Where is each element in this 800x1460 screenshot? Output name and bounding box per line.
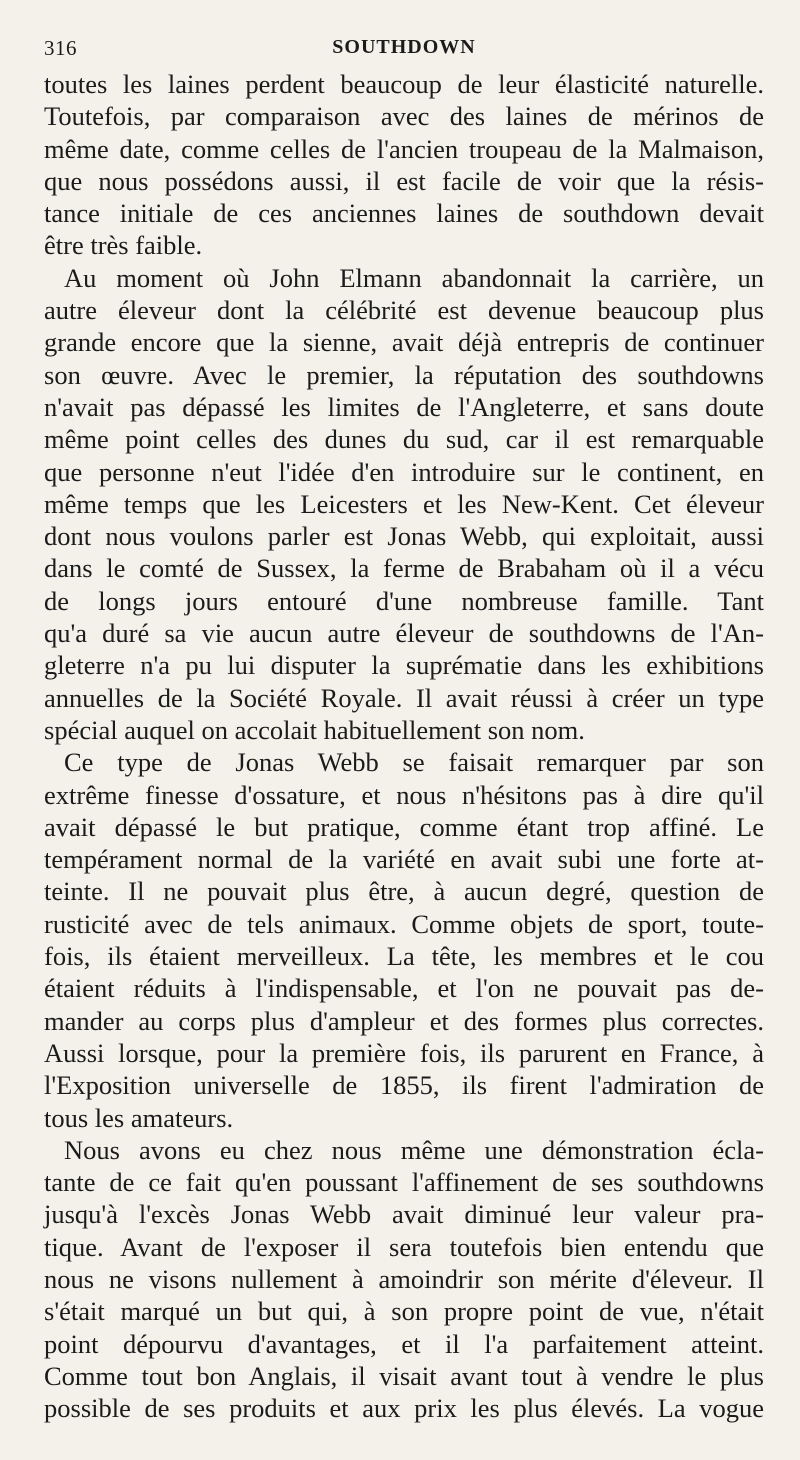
running-head [44, 28, 764, 62]
text-line: possible de ses produits et aux prix les plus élevés. La vogue [44, 1393, 764, 1424]
text-line: dont nous voulons parler est Jonas Webb, qui exploitait, aussi [44, 521, 764, 552]
paragraph-first-line: Nous avons eu chez nous même une démonstration écla- [64, 1134, 764, 1165]
text-line: jusqu'à l'excès Jonas Webb avait diminué leur valeur pra- [44, 1199, 764, 1230]
paragraph-first-line: Ce type de Jonas Webb se faisait remarquer par son [64, 747, 764, 778]
paragraph-first-line: Au moment où John Elmann abandonnait la carrière, un [64, 262, 764, 293]
text-line: être très faible. [44, 230, 203, 261]
body-text [44, 68, 764, 1424]
text-line: annuelles de la Société Royale. Il avait réussi à créer un type [44, 682, 764, 713]
text-line: tempérament normal de la variété en avait subi une forte at- [44, 844, 764, 875]
text-line: l'Exposition universelle de 1855, ils firent l'admiration de [44, 1070, 764, 1101]
text-line: rusticité avec de tels animaux. Comme objets de sport, toute- [44, 908, 764, 939]
text-line: Toutefois, par comparaison avec des laines de mérinos de [44, 101, 764, 132]
text-line: tique. Avant de l'exposer il sera toutefois bien entendu que [44, 1231, 764, 1262]
text-line: de longs jours entouré d'une nombreuse famille. Tant [44, 585, 764, 616]
text-line: point dépourvu d'avantages, et il l'a parfaitement atteint. [44, 1328, 764, 1359]
text-line: teinte. Il ne pouvait plus être, à aucun degré, question de [44, 876, 764, 907]
text-line: étaient réduits à l'indispensable, et l'on ne pouvait pas de- [44, 973, 764, 1004]
text-line: dans le comté de Sussex, la ferme de Brabaham où il a vécu [44, 553, 764, 584]
running-title: SOUTHDOWN [332, 36, 476, 58]
text-line: même point celles des dunes du sud, car il est remarquable [44, 424, 764, 455]
text-line: même date, comme celles de l'ancien troupeau de la Malmaison, [44, 133, 764, 164]
text-line: Comme tout bon Anglais, il visait avant tout à vendre le plus [44, 1360, 764, 1391]
text-line: toutes les laines perdent beaucoup de leur élasticité naturelle. [44, 69, 764, 99]
text-line: que nous possédons aussi, il est facile de voir que la résis- [44, 165, 764, 196]
text-line: fois, ils étaient merveilleux. La tête, les membres et le cou [44, 941, 764, 972]
text-line: gleterre n'a pu lui disputer la suprématie dans les exhibitions [44, 650, 764, 681]
text-line: spécial auquel on accolait habituellement son nom. [44, 714, 585, 745]
text-line: grande encore que la sienne, avait déjà entrepris de continuer [44, 327, 764, 358]
text-line: même temps que les Leicesters et les New-Kent. Cet éleveur [44, 488, 764, 519]
text-line: Aussi lorsque, pour la première fois, ils parurent en France, à [44, 1037, 764, 1068]
page-number: 316 [44, 36, 77, 60]
text-line: tance initiale de ces anciennes laines de southdown devait [44, 198, 764, 229]
text-line: n'avait pas dépassé les limites de l'Angleterre, et sans doute [44, 391, 764, 422]
text-line: tante de ce fait qu'en poussant l'affinement de ses southdowns [44, 1167, 764, 1198]
text-line: son œuvre. Avec le premier, la réputation des southdowns [44, 359, 764, 390]
text-line: s'était marqué un but qui, à son propre point de vue, n'était [44, 1296, 764, 1327]
text-line: qu'a duré sa vie aucun autre éleveur de southdowns de l'An- [44, 618, 764, 649]
text-line: mander au corps plus d'ampleur et des formes plus correctes. [44, 1005, 764, 1036]
text-line: extrême finesse d'ossature, et nous n'hésitons pas à dire qu'il [44, 779, 764, 810]
text-line: nous ne visons nullement à amoindrir son mérite d'éleveur. Il [44, 1263, 764, 1294]
text-line: tous les amateurs. [44, 1102, 234, 1133]
text-line: que personne n'eut l'idée d'en introduire sur le continent, en [44, 456, 764, 487]
text-line: avait dépassé le but pratique, comme étant trop affiné. Le [44, 811, 764, 842]
text-line: autre éleveur dont la célébrité est devenue beaucoup plus [44, 295, 764, 326]
